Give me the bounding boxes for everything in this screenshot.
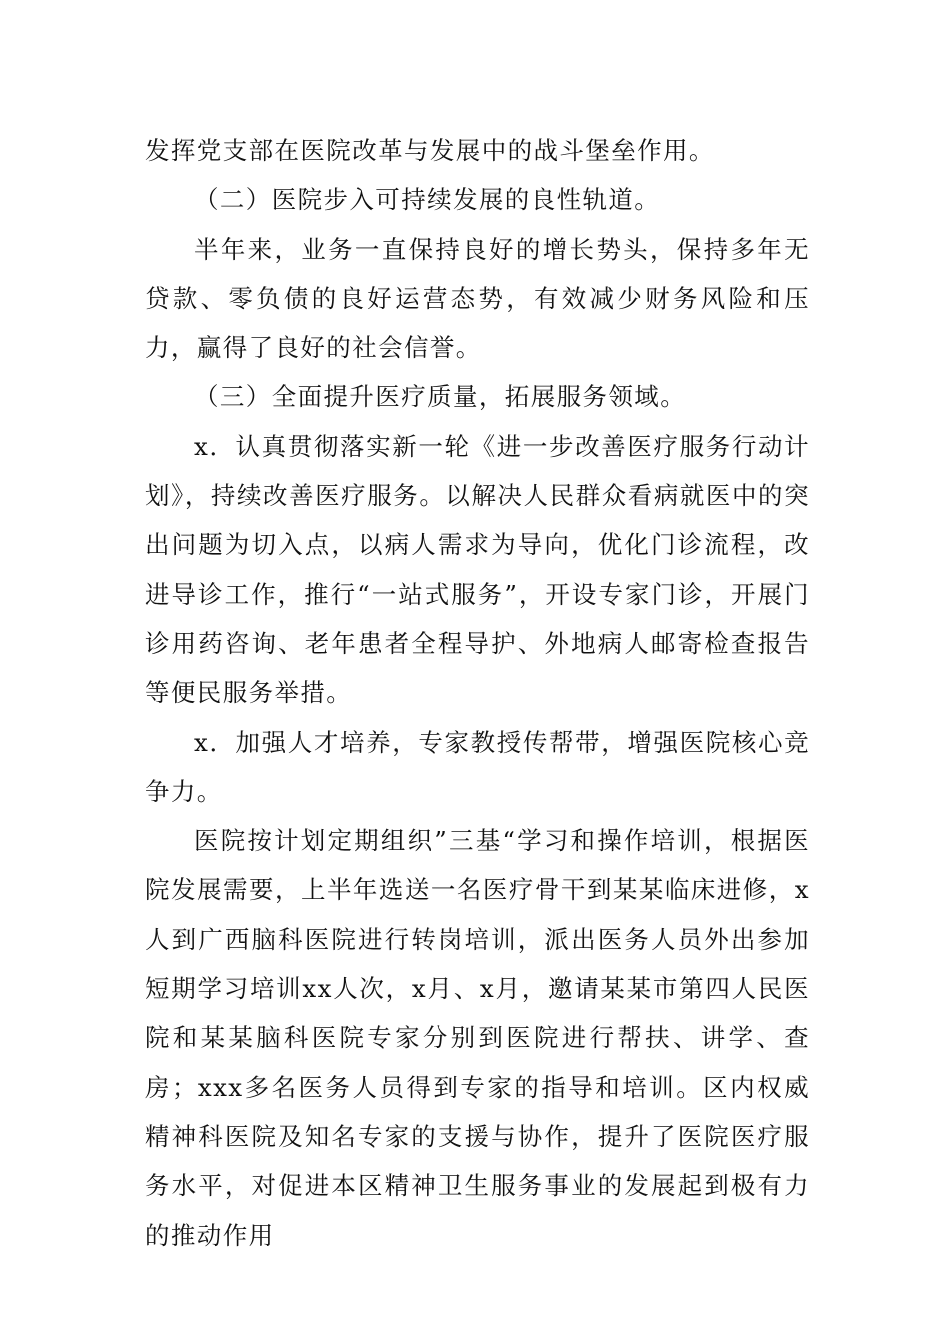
paragraph-half-year: 半年来，业务一直保持良好的增长势头，保持多年无贷款、零负债的良好运营态势，有效减少财务风险和压力，赢得了良好的社会信誉。	[145, 234, 810, 363]
document-body	[145, 126, 810, 1260]
paragraph-training: 医院按计划定期组织”三基“学习和操作培训，根据医院发展需要，上半年选送一名医疗骨干到某某临床进修，x人到广西脑科医院进行转岗培训，派出医务人员外出参加短期学习培训xx人次，x月、x月，邀请某某市第四人民医院和某某脑科医院专家分别到医院进行帮扶、讲学、查房；xxx多名医务人员得到专家的指导和培训。区内权威精神科医院及知名专家的支援与协作，提升了医院医疗服务水平，对促进本区精神卫生服务事业的发展起到极有力的推动作用	[145, 826, 810, 1250]
paragraph-item-talent: x．加强人才培养，专家教授传帮带，增强医院核心竞争力。	[145, 727, 810, 806]
paragraph-party-branch: 发挥党支部在医院改革与发展中的战斗堡垒作用。	[145, 136, 715, 165]
paragraph-item-service-plan: x．认真贯彻落实新一轮《进一步改善医疗服务行动计划》，持续改善医疗服务。以解决人民群众看病就医中的突出问题为切入点，以病人需求为导向，优化门诊流程，改进导诊工作，推行“一站式服务”，开设专家门诊，开展门诊用药咨询、老年患者全程导护、外地病人邮寄检查报告等便民服务举措。	[145, 431, 810, 708]
section-heading-2: （二）医院步入可持续发展的良性轨道。	[194, 185, 661, 215]
section-heading-3: （三）全面提升医疗质量，拓展服务领域。	[194, 382, 687, 412]
